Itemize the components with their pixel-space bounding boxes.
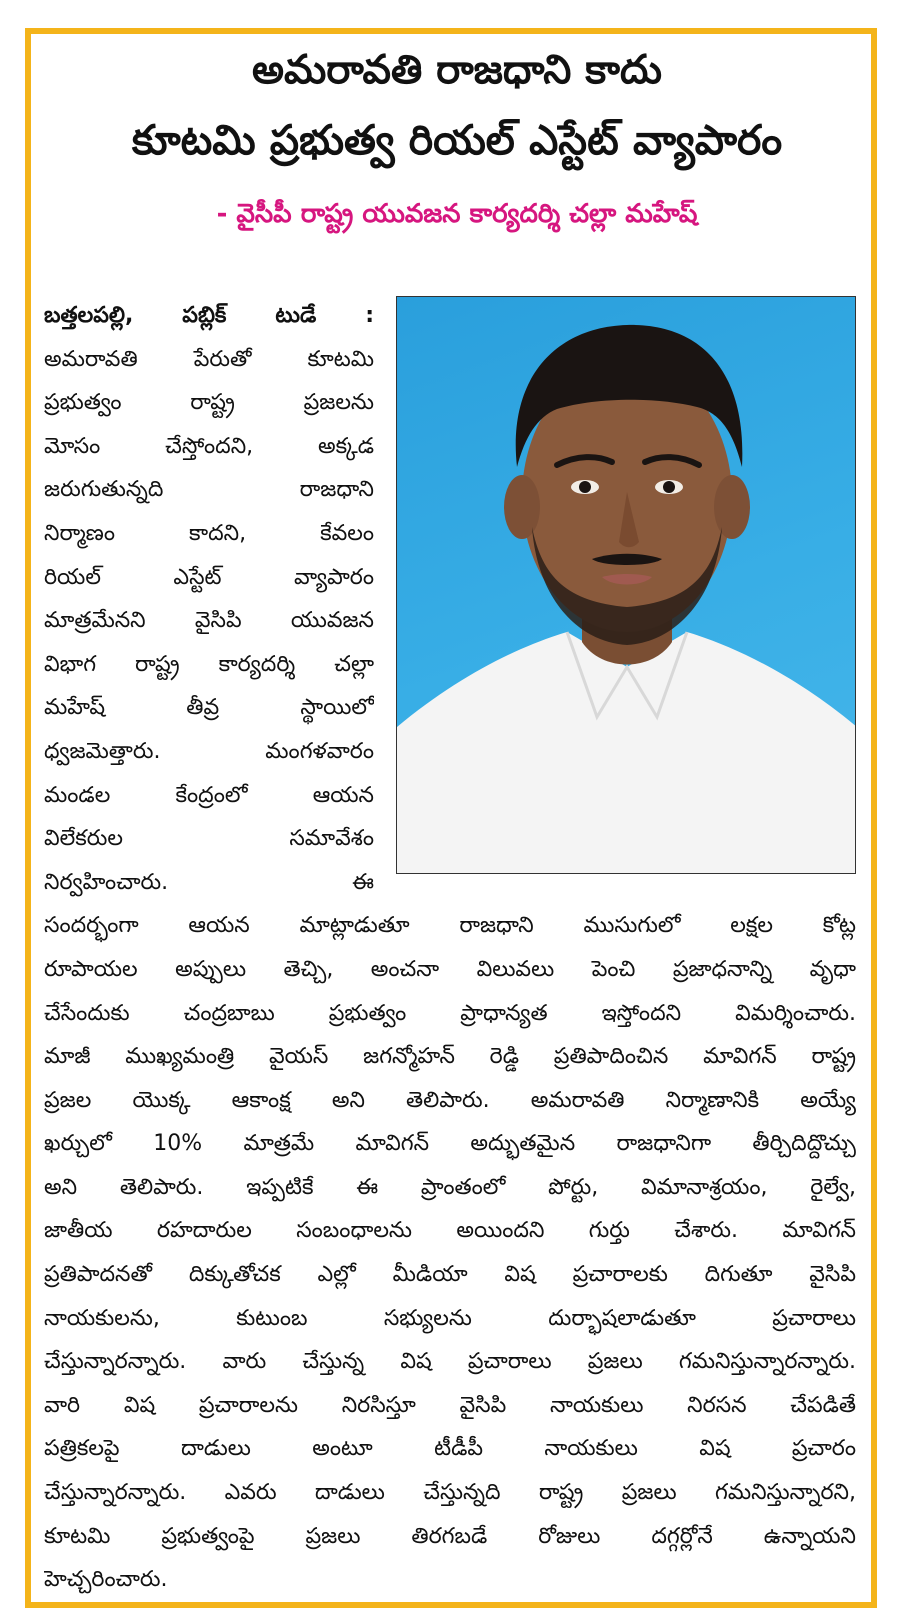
article-line: వారి విష ప్రచారాలను నిరసిస్తూ వైసిపి నాయకులు నిరసన చేపడితే: [44, 1392, 856, 1418]
article-line: కూటమి ప్రభుత్వంపై ప్రజలు తిరగబడే రోజులు దగ్గర్లోనే ఉన్నాయని: [44, 1523, 856, 1549]
article-line-last: హెచ్చరించారు.: [44, 1567, 168, 1593]
article-line: ప్రభుత్వం రాష్ట్ర ప్రజలను: [44, 390, 374, 416]
article-line: మాజీ ముఖ్యమంత్రి వైయస్ జగన్మోహన్ రెడ్డి ప్రతిపాదించిన మావిగన్ రాష్ట్ర: [44, 1044, 856, 1070]
article-line: నిర్వహించారు. ఈ: [44, 869, 374, 895]
article-line: మోసం చేస్తోందని, అక్కడ: [44, 433, 374, 459]
headline-line-2: కూటమి ప్రభుత్వ రియల్ ఎస్టేట్ వ్యాపారం: [131, 116, 783, 164]
article-body: [44, 294, 856, 1602]
article-line: పత్రికలపై దాడులు అంటూ టీడీపీ నాయకులు విష ప్రచారం: [44, 1436, 856, 1462]
article-line: ప్రజల యొక్క ఆకాంక్ష అని తెలిపారు. అమరావతి నిర్మాణానికి అయ్యే: [44, 1087, 856, 1113]
article-line: జాతీయ రహదారుల సంబంధాలను అయిందని గుర్తు చేశారు. మావిగన్: [44, 1218, 856, 1244]
article-line: అని తెలిపారు. ఇప్పటికే ఈ ప్రాంతంలో పోర్టు, విమానాశ్రయం, రైల్వే,: [44, 1174, 856, 1200]
article-line: నాయకులను, కుటుంబ సభ్యులను దుర్భాషలాడుతూ ప్రచారాలు: [44, 1305, 856, 1331]
article-line: రూపాయల అప్పులు తెచ్చి, అంచనా విలువలు పెంచి ప్రజాధనాన్ని వృధా: [44, 956, 856, 982]
article-line: రియల్ ఎస్టేట్ వ్యాపారం: [44, 564, 374, 590]
byline: - వైసీపీ రాష్ట్ర యువజన కార్యదర్శి చల్లా మహేష్: [216, 199, 698, 229]
article-line: జరుగుతున్నది రాజధాని: [44, 477, 374, 503]
article-line: ధ్వజమెత్తారు. మంగళవారం: [44, 738, 374, 764]
article-line: అమరావతి పేరుతో కూటమి: [44, 346, 374, 372]
dateline: బత్తలపల్లి, పబ్లిక్ టుడే :: [44, 303, 374, 328]
article-line: చేసేందుకు చంద్రబాబు ప్రభుత్వం ప్రాధాన్యత ఇస్తోందని విమర్శించారు.: [44, 1000, 856, 1026]
article-line: విభాగ రాష్ట్ర కార్యదర్శి చల్లా: [44, 651, 374, 677]
article-line: ప్రతిపాదనతో దిక్కుతోచక ఎల్లో మీడియా విష ప్రచారాలకు దిగుతూ వైసిపి: [44, 1262, 856, 1288]
article-line: మాత్రమేనని వైసిపి యువజన: [44, 608, 374, 634]
headline-line-1: అమరావతి రాజధాని కాదు: [251, 47, 663, 93]
article-line: నిర్మాణం కాదని, కేవలం: [44, 520, 374, 546]
article-line: ఖర్చులో 10% మాత్రమే మావిగన్ అద్భుతమైన రాజధానిగా తీర్చిదిద్దొచ్చు: [44, 1131, 856, 1157]
article-line: విలేకరుల సమావేశం: [44, 826, 374, 852]
article-line: చేస్తున్నారన్నారు. వారు చేస్తున్న విష ప్రచారాలు ప్రజలు గమనిస్తున్నారన్నారు.: [44, 1349, 856, 1375]
article-line: చేస్తున్నారన్నారు. ఎవరు దాడులు చేస్తున్నది రాష్ట్ర ప్రజలు గమనిస్తున్నారని,: [44, 1480, 856, 1506]
article-line: మహేష్ తీవ్ర స్థాయిలో: [44, 695, 374, 721]
article-line: మండల కేంద్రంలో ఆయన: [44, 782, 374, 808]
article-line: సందర్భంగా ఆయన మాట్లాడుతూ రాజధాని ముసుగులో లక్షల కోట్ల: [44, 913, 856, 939]
